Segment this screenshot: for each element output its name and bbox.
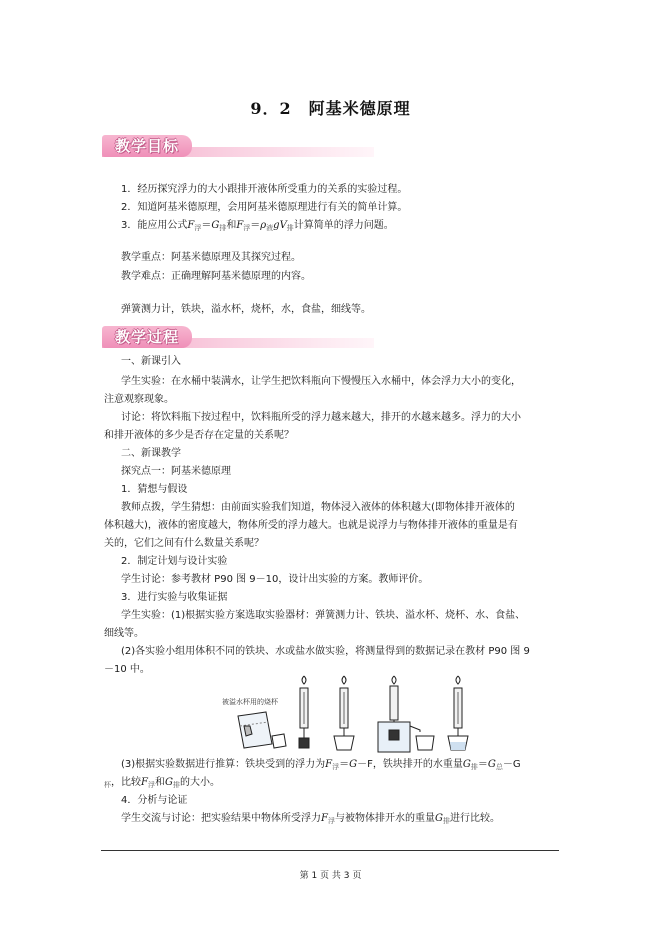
paragraph-line: 注意观察现象。 [104,394,174,405]
step-heading: 2．制定计划与设计实验 [121,556,228,567]
paragraph-line: 教师点拨，学生猜想：由前面实验我们知道，物体浸入液体的体积越大(即物体排开液体的 [121,502,515,513]
paragraph-line: 细线等。 [104,628,144,639]
section-banner-process [102,326,374,348]
paragraph-line: 关的，它们之间有什么数量关系呢？ [104,538,264,549]
key-point: 教学重点：阿基米德原理及其探究过程。 [121,252,301,263]
step-heading: 1．猜想与假设 [121,484,188,495]
step-heading: 3．进行实验与收集证据 [121,592,228,603]
section-heading: 一、新课引入 [121,356,181,367]
paragraph-line: 学生实验：在水桶中装满水，让学生把饮料瓶向下慢慢压入水桶中，体会浮力大小的变化， [121,376,521,387]
goal-item-3: 3．能应用公式$F_浮=G_排$和$F_浮=\rho_液gV_排$计算简单的浮力问题。 [121,220,394,232]
page-footer: 第 1 页 共 3 页 [299,871,362,881]
goal-item-1: 1．经历探究浮力的大小跟排开液体所受重力的关系的实验过程。 [121,184,408,195]
page-title: 9．2 阿基米德原理 [250,99,411,118]
paragraph-line: $_杯$，比较$F_浮$和$G_排$的大小。 [104,777,220,789]
overflow-panel [378,676,434,752]
paragraph-line: 学生实验：(1)根据实验方案选取实验器材：弹簧测力计、铁块、溢水杯、烧杯、水、食盐、 [121,610,526,621]
figure-caption: 被溢水杯用的烧杯 [222,698,278,706]
paragraph-line: (3)根据实验数据进行推算：铁块受到的浮力为$F_浮=G-F$，铁块排开的水重量$G_排=G_总-G$ [121,759,521,771]
paragraph-line: 体积越大)，液体的密度越大，物体所受的浮力越大。也就是说浮力与物体排开液体的重量是有 [104,520,518,531]
section-banner-goals [102,135,374,157]
spring-scale-panel-1 [299,676,309,748]
paragraph-line: 和排开液体的多少是否存在定量的关系呢？ [104,430,294,441]
section-heading: 二、新课教学 [121,448,181,459]
paragraph-line: (2)各实验小组用体积不同的铁块、水或盐水做实验，将测量得到的数据记录在教材 P90 图 9 [121,646,530,657]
footer-divider [101,850,559,851]
goal-item-2: 2．知道阿基米德原理，会用阿基米德原理进行有关的简单计算。 [121,202,408,213]
difficult-point: 教学难点：正确理解阿基米德原理的内容。 [121,271,311,282]
spring-scale-panel-3 [448,676,468,750]
step-heading: 4．分析与论证 [121,795,188,806]
paragraph-line: 学生交流与讨论：把实验结果中物体所受浮力$F_浮$与被物体排开水的重量$G_排$进行比较。 [121,813,500,825]
beaker-panel [238,712,286,748]
materials-list: 弹簧测力计，铁块，溢水杯，烧杯，水，食盐，细线等。 [121,304,371,315]
banner-label: 教学过程 [102,326,192,348]
paragraph-line: 学生讨论：参考教材 P90 图 9－10，设计出实验的方案。教师评价。 [121,574,429,585]
experiment-figure [216,674,476,754]
paragraph-line: 讨论：将饮料瓶下按过程中，饮料瓶所受的浮力越来越大，排开的水越来越多。浮力的大小 [121,412,521,423]
explore-heading: 探究点一：阿基米德原理 [121,466,231,477]
paragraph-line: －10 中。 [104,664,150,675]
spring-scale-panel-2 [334,676,354,750]
banner-label: 教学目标 [102,135,192,157]
